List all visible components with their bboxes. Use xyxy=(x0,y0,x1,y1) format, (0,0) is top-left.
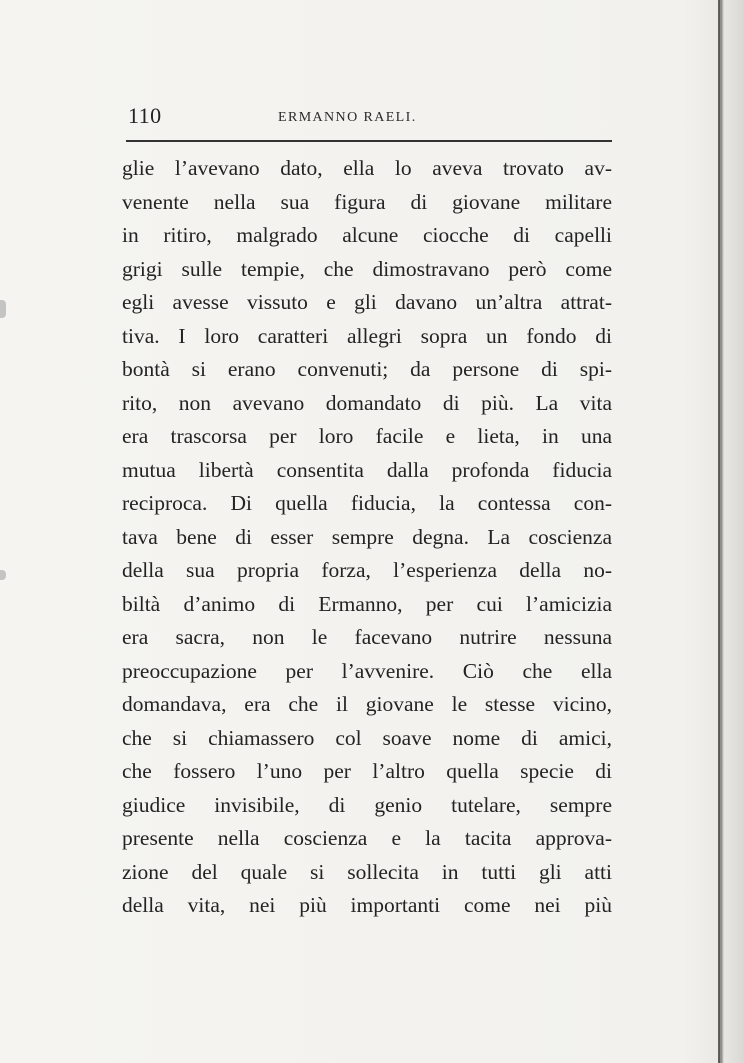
text-line: della sua propria forza, l’esperienza della no- xyxy=(122,558,612,582)
text-line: mutua libertà consentita dalla profonda fiducia xyxy=(122,457,612,482)
text-line: grigi sulle tempie, che dimostravano però come xyxy=(122,256,612,281)
text-line: egli avesse vissuto e gli davano un’altra attrat- xyxy=(122,290,612,314)
text-line: era sacra, non le facevano nutrire nessuna xyxy=(122,625,612,649)
text-line: giudice invisibile, di genio tutelare, sempre xyxy=(122,792,612,817)
page-edge-mark xyxy=(0,300,6,318)
text-line: tiva. I loro caratteri allegri sopra un fondo di xyxy=(122,323,612,348)
body-text xyxy=(122,152,612,923)
text-line: bontà si erano convenuti; da persone di spi- xyxy=(122,357,612,381)
text-line: presente nella coscienza e la tacita approva- xyxy=(122,826,612,850)
text-line: che fossero l’uno per l’altro quella specie di xyxy=(122,759,612,783)
text-line: preoccupazione per l’avvenire. Ciò che ella xyxy=(122,658,612,683)
text-line: della vita, nei più importanti come nei più xyxy=(122,893,612,917)
running-head: ERMANNO RAELI. xyxy=(278,110,417,125)
page-header xyxy=(128,103,612,133)
text-line: in ritiro, malgrado alcune ciocche di capelli xyxy=(122,223,612,247)
text-line: glie l’avevano dato, ella lo aveva trovato av- xyxy=(122,156,612,180)
page-edge-mark xyxy=(0,570,6,580)
text-line: biltà d’animo di Ermanno, per cui l’amicizia xyxy=(122,591,612,616)
text-line: venente nella sua figura di giovane militare xyxy=(122,189,612,214)
text-line: era trascorsa per loro facile e lieta, in una xyxy=(122,424,612,448)
text-line: reciproca. Di quella fiducia, la contessa con- xyxy=(122,491,612,515)
text-line: rito, non avevano domandato di più. La vita xyxy=(122,390,612,415)
text-line: domandava, era che il giovane le stesse vicino, xyxy=(122,692,612,716)
page-number: 110 xyxy=(128,103,162,128)
text-line: che si chiamassero col soave nome di amici, xyxy=(122,725,612,750)
text-line: tava bene di esser sempre degna. La coscienza xyxy=(122,524,612,549)
text-line: zione del quale si sollecita in tutti gli atti xyxy=(122,859,612,884)
binding-edge xyxy=(718,0,720,1063)
header-rule xyxy=(126,140,612,142)
